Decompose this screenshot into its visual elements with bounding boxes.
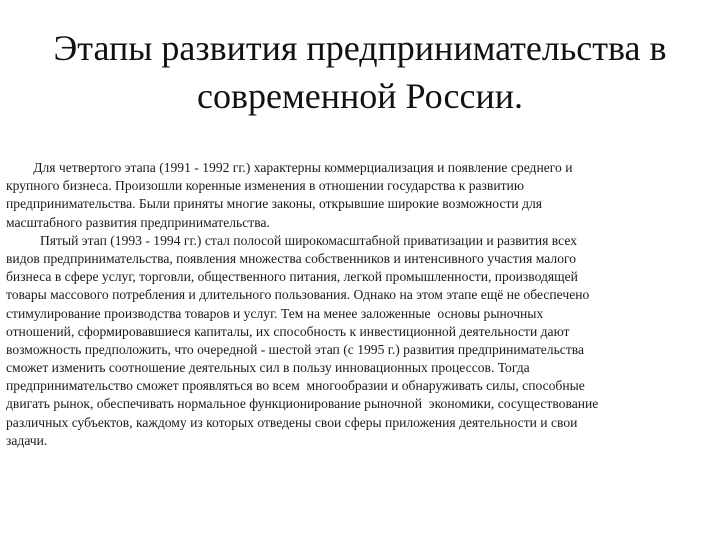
- slide-title: [20, 24, 700, 120]
- body-line: Для четвертого этапа (1991 - 1992 гг.) характерны коммерциализация и появление среднего и: [6, 160, 573, 175]
- body-line: задачи.: [6, 432, 48, 448]
- body-line: предпринимательство сможет проявляться во всем многообразии и обнаруживать силы, способные: [6, 378, 585, 394]
- body-line: стимулирование производства товаров и услуг. Тем на менее заложенные основы рыночных: [6, 305, 544, 321]
- body-line: видов предпринимательства, появления множества собственников и интенсивного участия малого: [6, 250, 577, 266]
- body-line: сможет изменить соотношение деятельных сил в пользу инновационных процессов. Тогда: [6, 360, 530, 376]
- body-line: возможность предположить, что очередной - шестой этап (с 1995 г.) развития предпринимательства: [6, 341, 585, 357]
- body-line: предпринимательства. Были приняты многие законы, открывшие широкие возможности для: [6, 196, 543, 212]
- slide-title-line: Этапы развития предпринимательства в: [53, 28, 667, 68]
- body-line: бизнеса в сфере услуг, торговли, общественного питания, легкой промышленности, производящей: [6, 269, 578, 285]
- slide-title-line: современной России.: [196, 76, 524, 116]
- body-line: крупного бизнеса. Произошли коренные изменения в отношении государства к развитию: [6, 178, 524, 194]
- slide-body-text: [6, 159, 716, 450]
- body-line: двигать рынок, обеспечивать нормальное функционирование рыночной экономики, сосуществование: [6, 396, 599, 412]
- body-line: масштабного развития предпринимательства.: [6, 214, 270, 230]
- body-line: отношений, сформировавшиеся капиталы, их способность к инвестиционной деятельности дают: [6, 323, 570, 339]
- body-line: Пятый этап (1993 - 1994 гг.) стал полосой широкомасштабной приватизации и развития всех: [6, 232, 577, 248]
- body-line: товары массового потребления и длительного пользования. Однако на этом этапе ещё не обеспечено: [6, 287, 590, 303]
- body-line: различных субъектов, каждому из которых отведены свои сферы приложения деятельности и свои: [6, 414, 578, 430]
